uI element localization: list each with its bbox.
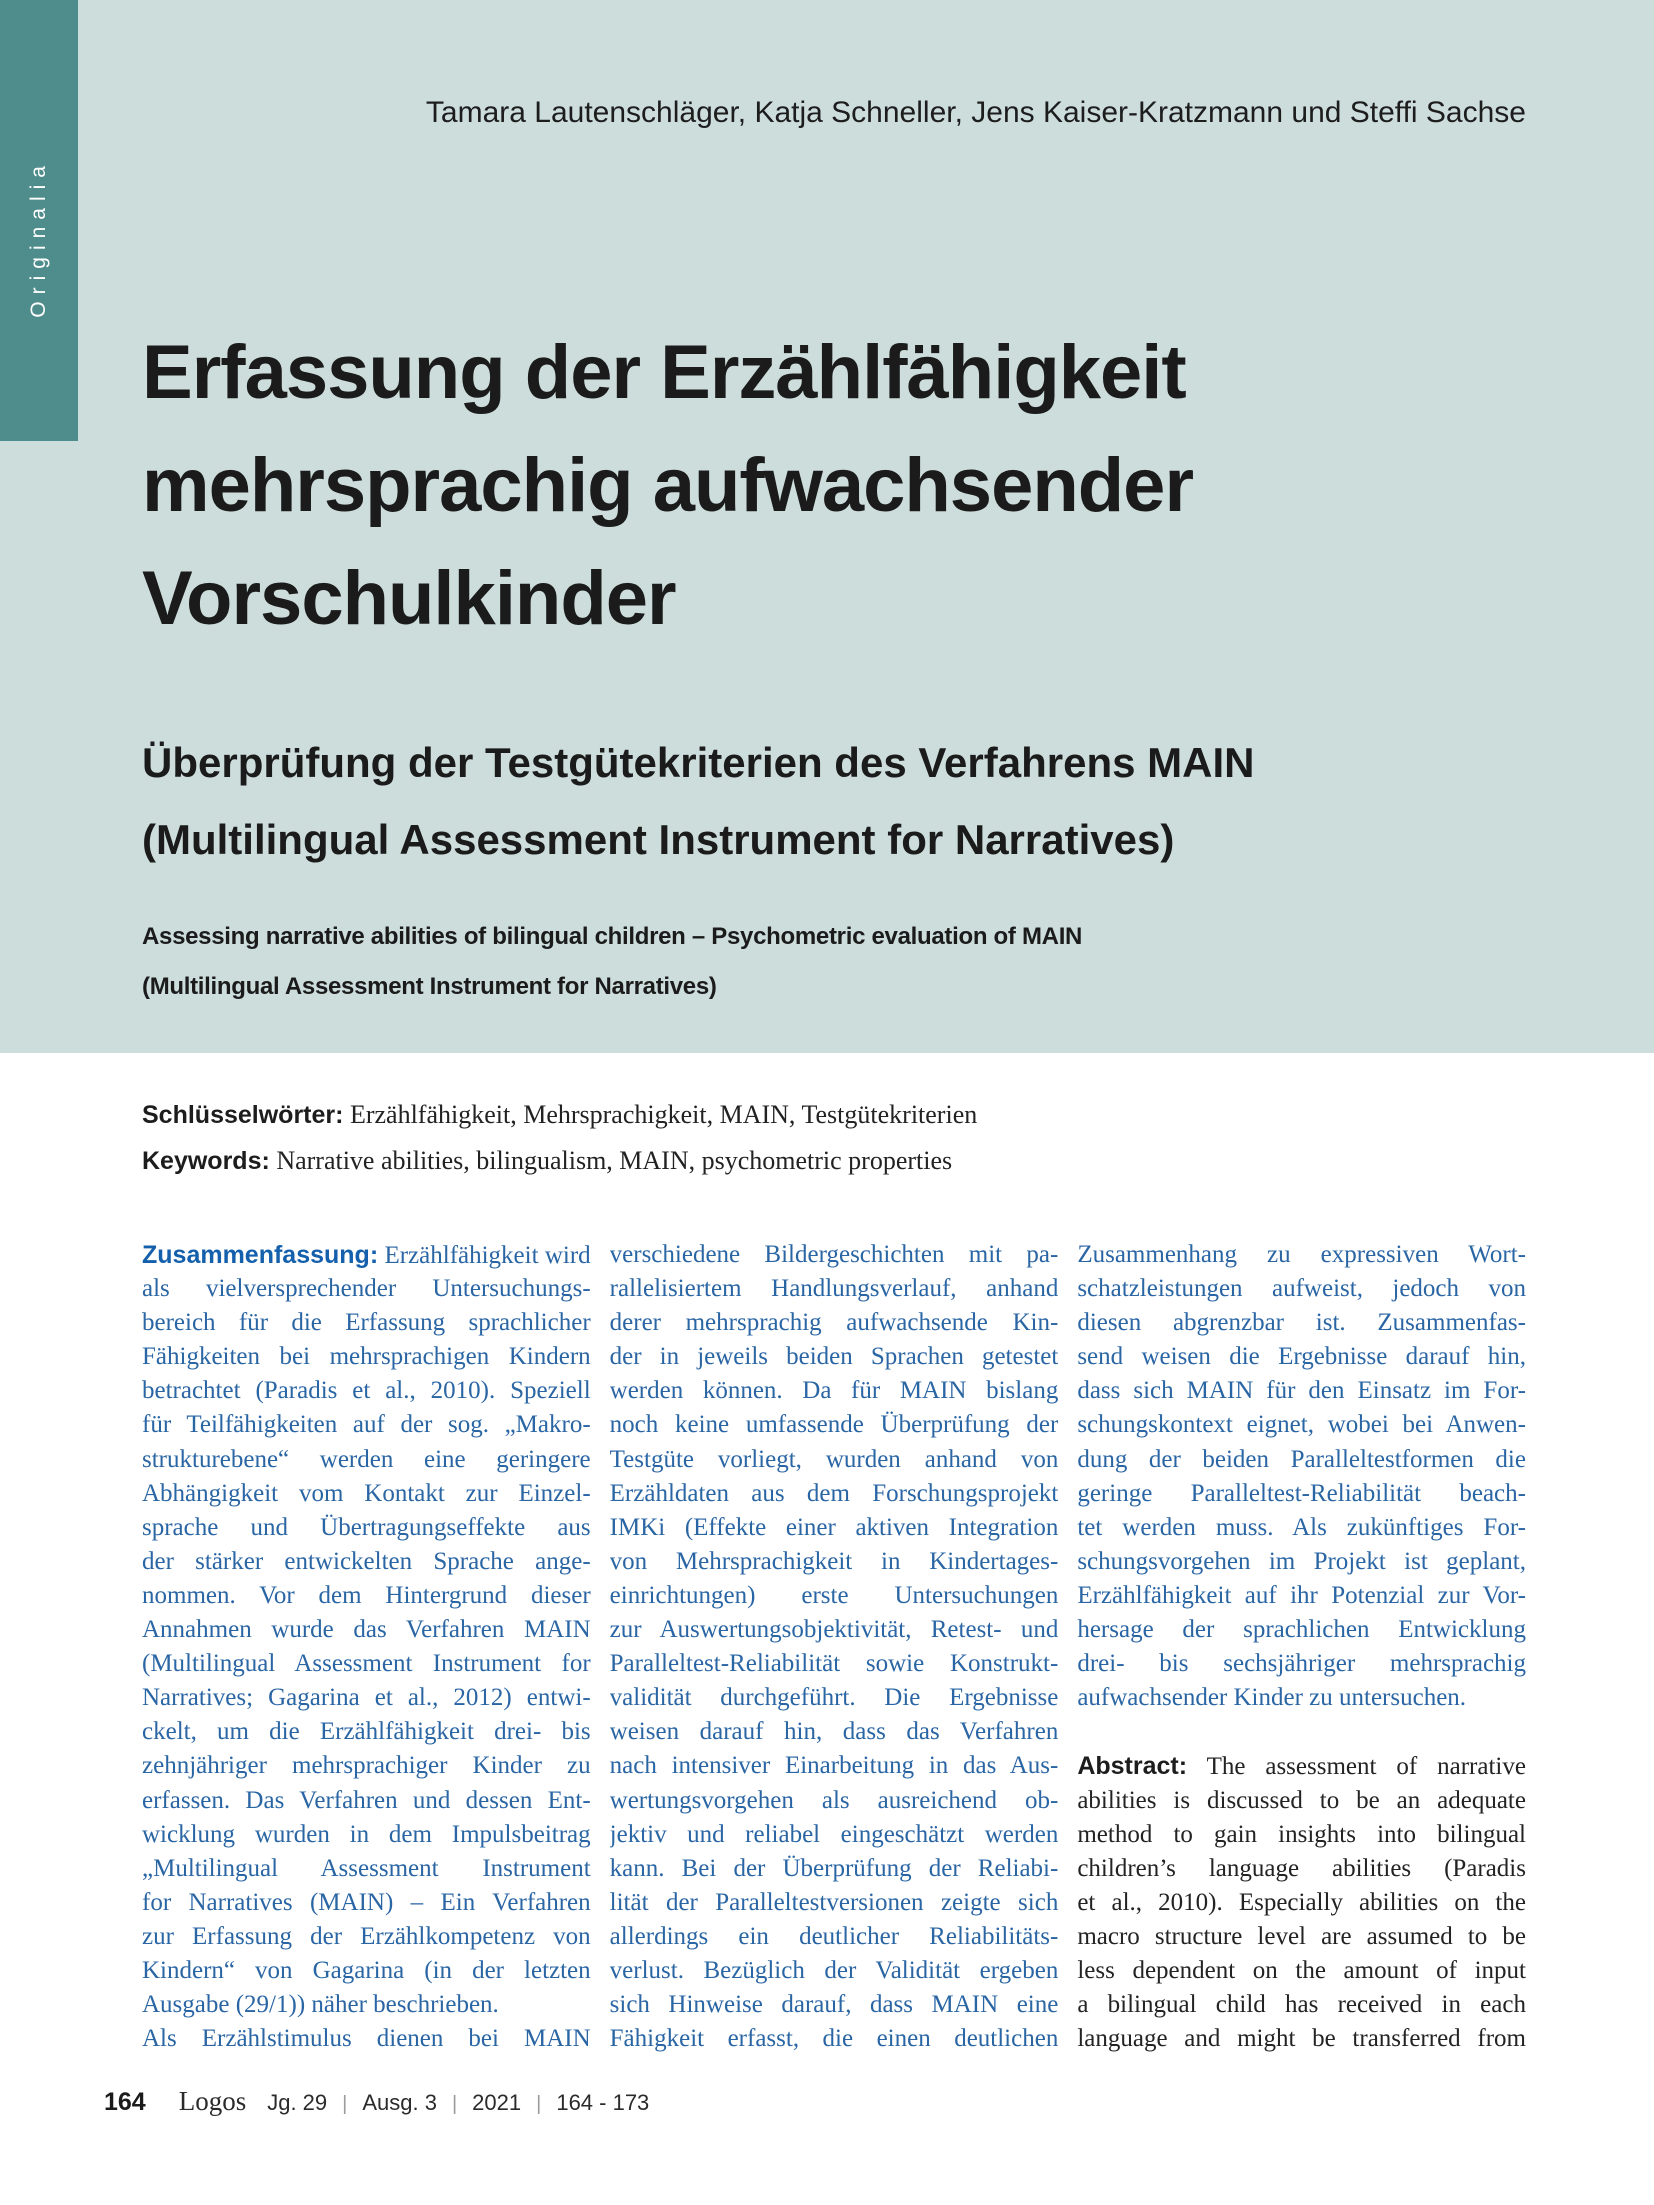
body-line: children’s language abilities (Paradis [1077, 1854, 1526, 1882]
body-line: Erzählfähigkeit auf ihr Potenzial zur Vor- [1077, 1581, 1526, 1609]
body-line: diesen abgrenzbar ist. Zusammenfas- [1077, 1309, 1526, 1337]
body-line: verlust. Bezüglich der Validität ergeben [609, 1956, 1059, 1984]
body-line: a bilingual child has received in each [1077, 1991, 1526, 2019]
keywords-block [142, 1092, 1554, 1184]
body-line: Zusammenhang zu expressiven Wort- [1077, 1241, 1526, 1268]
page-range-label: 164 - 173 [556, 2090, 650, 2115]
body-line: Zusammenfassung: Erzählfähigkeit wird [142, 1241, 591, 1269]
article-title-line-1: Erfassung der Erzählfähigkeit [142, 330, 1186, 415]
body-line: method to gain insights into bilingual [1077, 1820, 1526, 1848]
body-line: derer mehrsprachig aufwachsende Kin- [609, 1309, 1059, 1337]
body-line: macro structure level are assumed to be [1077, 1922, 1526, 1950]
body-line: Ausgabe (29/1)) näher beschrieben. [142, 1991, 499, 2019]
keywords-english-text: Narrative abilities, bilingualism, MAIN, psychometric properties [276, 1146, 953, 1175]
english-title-line-2: (Multilingual Assessment Instrument for Narratives) [142, 973, 717, 1000]
body-line: ckelt, um die Erzählfähigkeit drei- bis [142, 1718, 591, 1746]
body-line: zehnjähriger mehrsprachiger Kinder zu [142, 1752, 591, 1780]
body-line: drei- bis sechsjähriger mehrsprachig [1077, 1650, 1526, 1678]
body-column-3 [1077, 1238, 1526, 2056]
body-line: geringe Paralleltest-Reliabilität beach- [1077, 1479, 1526, 1507]
body-line: werden können. Da für MAIN bislang [609, 1377, 1059, 1405]
body-line: language and might be transferred from [1077, 2025, 1526, 2053]
body-line: (Multilingual Assessment Instrument for [142, 1650, 591, 1678]
article-subtitle-line-2: (Multilingual Assessment Instrument for Narratives) [142, 816, 1175, 863]
body-line: dass sich MAIN für den Einsatz im For- [1077, 1377, 1526, 1405]
keywords-german-text: Erzählfähigkeit, Mehrsprachigkeit, MAIN, Testgütekriterien [349, 1100, 978, 1129]
body-line: Abstract: The assessment of narrative [1077, 1752, 1526, 1781]
article-title-line-3: Vorschulkinder [142, 556, 676, 641]
body-column-1 [142, 1238, 591, 2056]
body-line: Abhängigkeit vom Kontakt zur Einzel- [142, 1479, 591, 1507]
body-line: Fähigkeiten bei mehrsprachigen Kindern [142, 1343, 591, 1371]
body-line: nommen. Vor dem Hintergrund dieser [142, 1581, 591, 1609]
authors-line: Tamara Lautenschläger, Katja Schneller, Jens Kaiser-Kratzmann und Steffi Sachse [425, 96, 1526, 129]
body-line: allerdings ein deutlicher Reliabilitäts- [609, 1922, 1059, 1950]
body-line: Annahmen wurde das Verfahren MAIN [142, 1616, 591, 1644]
body-line: validität durchgeführt. Die Ergebnisse [609, 1684, 1059, 1712]
body-line: schungskontext eignet, wobei bei Anwen- [1077, 1411, 1526, 1439]
body-line-blank [1077, 1715, 1526, 1749]
footer-separator: | [342, 2093, 348, 2115]
english-title-line-1: Assessing narrative abilities of bilingual children – Psychometric evaluation of MAIN [142, 923, 1083, 950]
body-line: jektiv und reliabel eingeschätzt werden [609, 1820, 1059, 1848]
body-line: strukturebene“ werden eine geringere [142, 1445, 591, 1473]
paragraph-label: Abstract: [1077, 1752, 1188, 1781]
journal-name: Logos [178, 2086, 247, 2116]
year-label: 2021 [472, 2090, 522, 2115]
footer-separator: | [451, 2093, 458, 2115]
body-line: IMKi (Effekte einer aktiven Integration [609, 1513, 1059, 1541]
article-title [142, 316, 1554, 655]
body-line: Fähigkeit erfasst, die einen deutlichen [609, 2025, 1059, 2053]
body-line: „Multilingual Assessment Instrument [142, 1854, 591, 1882]
keywords-german-label: Schlüsselwörter: [142, 1101, 344, 1129]
body-line: schatzleistungen aufweist, jedoch von [1077, 1275, 1526, 1303]
body-line: wicklung wurden in dem Impulsbeitrag [142, 1820, 591, 1848]
body-line: et al., 2010). Especially abilities on the [1077, 1888, 1526, 1916]
body-line: less dependent on the amount of input [1077, 1956, 1526, 1984]
body-line: sprache und Übertragungseffekte aus [142, 1513, 591, 1541]
body-line: dung der beiden Paralleltestformen die [1077, 1445, 1526, 1473]
body-column-2 [610, 1238, 1059, 2056]
body-line: zur Auswertungsobjektivität, Retest- und [609, 1616, 1059, 1644]
body-line: betrachtet (Paradis et al., 2010). Speziell [142, 1377, 591, 1405]
body-line: weisen darauf hin, dass das Verfahren [609, 1718, 1059, 1746]
body-line: der stärker entwickelten Sprache ange- [142, 1547, 591, 1575]
body-line: aufwachsender Kinder zu untersuchen. [1077, 1684, 1467, 1712]
english-title [142, 912, 1554, 1012]
body-line: wertungsvorgehen als ausreichend ob- [609, 1786, 1059, 1814]
body-line: Narratives; Gagarina et al., 2012) entwi- [142, 1684, 591, 1712]
article-subtitle [142, 724, 1554, 878]
body-line: der in jeweils beiden Sprachen getestet [609, 1343, 1059, 1371]
body-line: kann. Bei der Überprüfung der Reliabi- [609, 1854, 1059, 1882]
body-line: Paralleltest-Reliabilität sowie Konstrukt- [609, 1650, 1059, 1678]
body-line: von Mehrsprachigkeit in Kindertages- [609, 1547, 1059, 1575]
volume-label: Jg. 29 [267, 2090, 328, 2115]
body-columns [142, 1238, 1526, 2056]
body-line: lität der Paralleltestversionen zeigte sich [609, 1888, 1059, 1916]
section-tab [0, 0, 78, 441]
body-line: noch keine umfassende Überprüfung der [609, 1411, 1059, 1439]
body-line: for Narratives (MAIN) – Ein Verfahren [142, 1888, 591, 1916]
paragraph-label: Zusammenfassung: [142, 1241, 379, 1269]
body-line: einrichtungen) erste Untersuchungen [609, 1581, 1059, 1609]
body-line: bereich für die Erfassung sprachlicher [142, 1309, 591, 1337]
keywords-english [142, 1138, 1554, 1184]
body-line: erfassen. Das Verfahren und dessen Ent- [142, 1786, 591, 1814]
body-line: hersage der sprachlichen Entwicklung [1077, 1616, 1526, 1644]
keywords-german [142, 1092, 1554, 1138]
keywords-english-label: Keywords: [142, 1147, 270, 1175]
footer-separator: | [536, 2093, 542, 2115]
body-line: nach intensiver Einarbeitung in das Aus- [609, 1752, 1059, 1780]
body-line: sich Hinweise darauf, dass MAIN eine [609, 1991, 1059, 2019]
article-subtitle-line-1: Überprüfung der Testgütekriterien des Verfahrens MAIN [142, 739, 1255, 786]
section-label: Originalia [27, 159, 50, 318]
article-title-line-2: mehrsprachig aufwachsender [142, 443, 1194, 528]
body-line: send weisen die Ergebnisse darauf hin, [1077, 1343, 1526, 1371]
body-line: verschiedene Bildergeschichten mit pa- [609, 1241, 1059, 1268]
body-line: abilities is discussed to be an adequate [1077, 1786, 1526, 1814]
body-line: Erzähldaten aus dem Forschungsprojekt [609, 1479, 1059, 1507]
body-line: zur Erfassung der Erzählkompetenz von [142, 1922, 591, 1950]
body-line: tet werden muss. Als zukünftiges For- [1077, 1513, 1526, 1541]
body-line: Kindern“ von Gagarina (in der letzten [142, 1956, 591, 1984]
body-line: Testgüte vorliegt, wurden anhand von [609, 1445, 1059, 1473]
page-number: 164 [104, 2088, 146, 2116]
header-panel [0, 0, 1654, 1053]
body-line: Als Erzählstimulus dienen bei MAIN [142, 2025, 591, 2053]
body-line: für Teilfähigkeiten auf der sog. „Makro- [142, 1411, 591, 1439]
body-line: schungsvorgehen im Projekt ist geplant, [1077, 1547, 1526, 1575]
page-footer [104, 2086, 649, 2117]
issue-label: Ausg. 3 [362, 2090, 437, 2115]
body-line: als vielversprechender Untersuchungs- [142, 1275, 591, 1303]
body-line: rallelisiertem Handlungsverlauf, anhand [609, 1275, 1059, 1303]
